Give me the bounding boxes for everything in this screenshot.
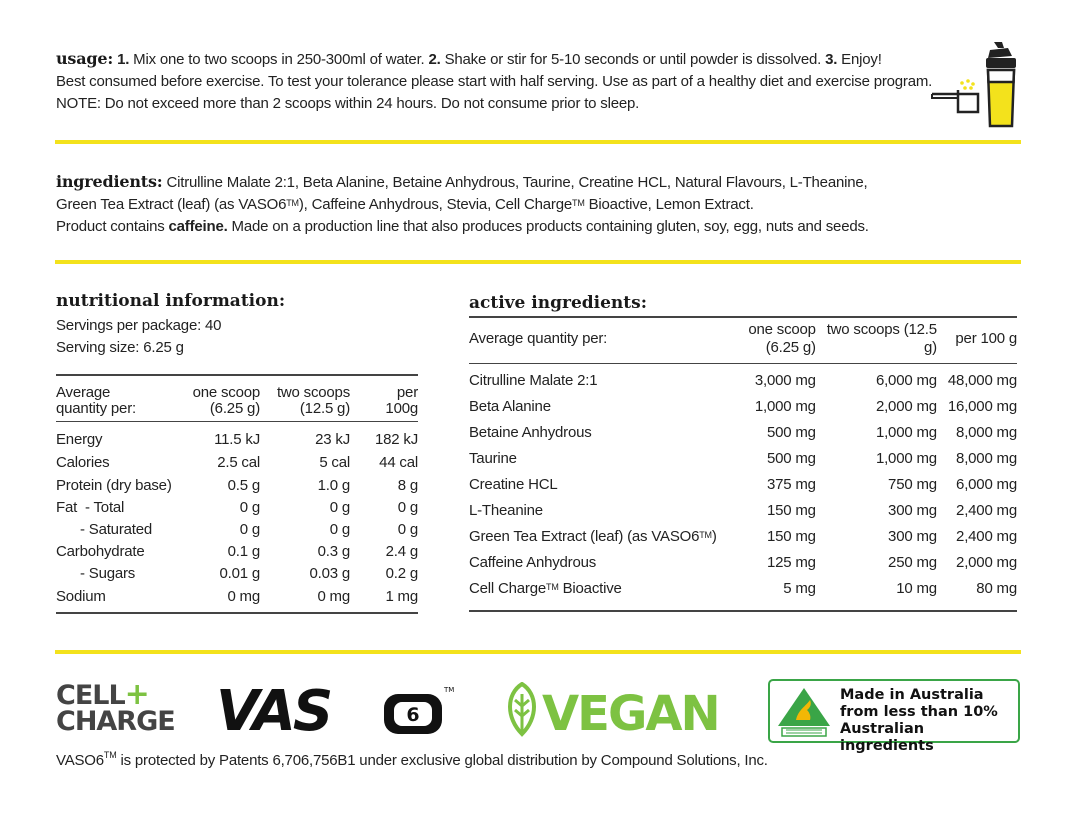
table-row: Sodium 0 mg 0 mg 1 mg xyxy=(56,585,418,613)
svg-text:6: 6 xyxy=(406,704,420,726)
ingredients-heading: ingredients: xyxy=(56,172,163,191)
step-1-number: 1. xyxy=(117,51,130,68)
nutrition-meta xyxy=(56,315,221,359)
ingredients-text-b: Green Tea Extract (leaf) (as VASO6 xyxy=(56,196,287,213)
usage-line-1 xyxy=(56,48,936,71)
active-header-two: two scoops (12.5 g) xyxy=(826,321,937,356)
trademark-symbol: TM xyxy=(286,198,299,208)
nutrition-header-qty: Average quantity per: xyxy=(56,384,136,417)
nutrition-header-row xyxy=(56,375,418,422)
svg-text:VEGAN: VEGAN xyxy=(542,686,719,738)
divider-3 xyxy=(55,650,1021,654)
ingredients-text-a: Citrulline Malate 2:1, Beta Alanine, Betaine Anhydrous, Taurine, Creatine HCL, Natural Flavours, L-Theanine, xyxy=(162,174,868,191)
active-header-one: one scoop (6.25 g) xyxy=(748,321,816,356)
caffeine-post: Made on a production line that also produces products containing gluten, soy, egg, nuts and seeds. xyxy=(227,218,869,235)
ingredients-text-c: ), Caffeine Anhydrous, Stevia, Cell Charge xyxy=(298,196,573,213)
step-2-number: 2. xyxy=(428,51,441,68)
caffeine-pre: Product contains xyxy=(56,218,169,235)
table-row: Beta Alanine 1,000 mg 2,000 mg 16,000 mg xyxy=(469,398,1017,415)
nutrition-header-one: one scoop (6.25 g) xyxy=(192,384,260,417)
leaf-icon xyxy=(510,684,534,734)
table-row: Green Tea Extract (leaf) (as VASO6™) 150 mg 300 mg 2,400 mg xyxy=(469,528,1017,545)
trademark-symbol: TM xyxy=(572,198,585,208)
table-row: Fat - Total 0 g 0 g 0 g xyxy=(56,499,418,516)
active-header-qty: Average quantity per: xyxy=(469,330,608,347)
table-row: Calories 2.5 cal 5 cal 44 cal xyxy=(56,454,418,471)
usage-section xyxy=(56,48,936,115)
table-row: - Sugars 0.01 g 0.03 g 0.2 g xyxy=(80,565,418,582)
ingredients-line-2 xyxy=(56,194,986,216)
vaso6-logo xyxy=(216,680,460,740)
caffeine-bold: caffeine. xyxy=(168,218,228,235)
table-row: Creatine HCL 375 mg 750 mg 6,000 mg xyxy=(469,476,1017,493)
nutrition-header-per100: per 100g xyxy=(385,384,418,417)
vegan-logo xyxy=(508,682,728,738)
patent-note: VASO6™ is protected by Patents 6,706,756B1 under exclusive global distribution by Compound Solutions, Inc. xyxy=(56,750,768,769)
shaker-scoop-icon xyxy=(928,38,1023,128)
step-1-text: Mix one to two scoops in 250-300ml of water. xyxy=(129,51,429,68)
divider-1 xyxy=(55,140,1021,144)
table-row: L-Theanine 150 mg 300 mg 2,400 mg xyxy=(469,502,1017,519)
svg-text:TM: TM xyxy=(444,686,455,694)
cell-charge-logo: CELL+ CHARGE xyxy=(56,677,175,737)
made-in-australia-badge xyxy=(768,679,1020,754)
table-row: Cell Charge™ Bioactive 5 mg 10 mg 80 mg xyxy=(469,576,1017,611)
table-row: Caffeine Anhydrous 125 mg 250 mg 2,000 mg xyxy=(469,554,1017,571)
step-3-text: Enjoy! xyxy=(837,51,882,68)
ingredients-text-d: Bioactive, Lemon Extract. xyxy=(584,196,754,213)
table-row: Carbohydrate 0.1 g 0.3 g 2.4 g xyxy=(56,543,418,560)
step-3-number: 3. xyxy=(825,51,838,68)
active-header-row xyxy=(469,317,1017,364)
table-row: Citrulline Malate 2:1 3,000 mg 6,000 mg 48,000 mg xyxy=(469,372,1017,389)
ingredients-section xyxy=(56,171,986,238)
usage-heading: usage: xyxy=(56,49,114,68)
table-row: Betaine Anhydrous 500 mg 1,000 mg 8,000 mg xyxy=(469,424,1017,441)
australia-text: Made in Australia from less than 10% Australian ingredients xyxy=(840,687,998,754)
serving-size: Serving size: 6.25 g xyxy=(56,339,184,356)
table-row: Protein (dry base) 0.5 g 1.0 g 8 g xyxy=(56,477,418,494)
ingredients-line-1 xyxy=(56,171,986,194)
divider-2 xyxy=(55,260,1021,264)
active-header-per100: per 100 g xyxy=(955,330,1017,347)
servings-per-package: Servings per package: 40 xyxy=(56,317,222,334)
table-row: Taurine 500 mg 1,000 mg 8,000 mg xyxy=(469,450,1017,467)
svg-text:VAS: VAS xyxy=(216,680,331,740)
usage-line-2: Best consumed before exercise. To test your tolerance please start with half serving. Use as part of a healthy diet and exercise program. xyxy=(56,73,933,90)
usage-note: NOTE: Do not exceed more than 2 scoops within 24 hours. Do not consume prior to sleep. xyxy=(56,95,640,112)
kangaroo-triangle-icon xyxy=(776,686,832,738)
table-row: - Saturated 0 g 0 g 0 g xyxy=(80,521,418,538)
active-ingredients-title: active ingredients: xyxy=(469,293,647,313)
nutrition-title: nutritional information: xyxy=(56,291,286,311)
nutrition-table xyxy=(56,374,418,614)
table-row: Energy 11.5 kJ 23 kJ 182 kJ xyxy=(56,431,418,448)
nutrition-header-two: two scoops (12.5 g) xyxy=(276,384,350,417)
active-ingredients-table xyxy=(469,316,1017,612)
step-2-text: Shake or stir for 5-10 seconds or until powder is dissolved. xyxy=(440,51,826,68)
ingredients-line-3 xyxy=(56,216,986,238)
